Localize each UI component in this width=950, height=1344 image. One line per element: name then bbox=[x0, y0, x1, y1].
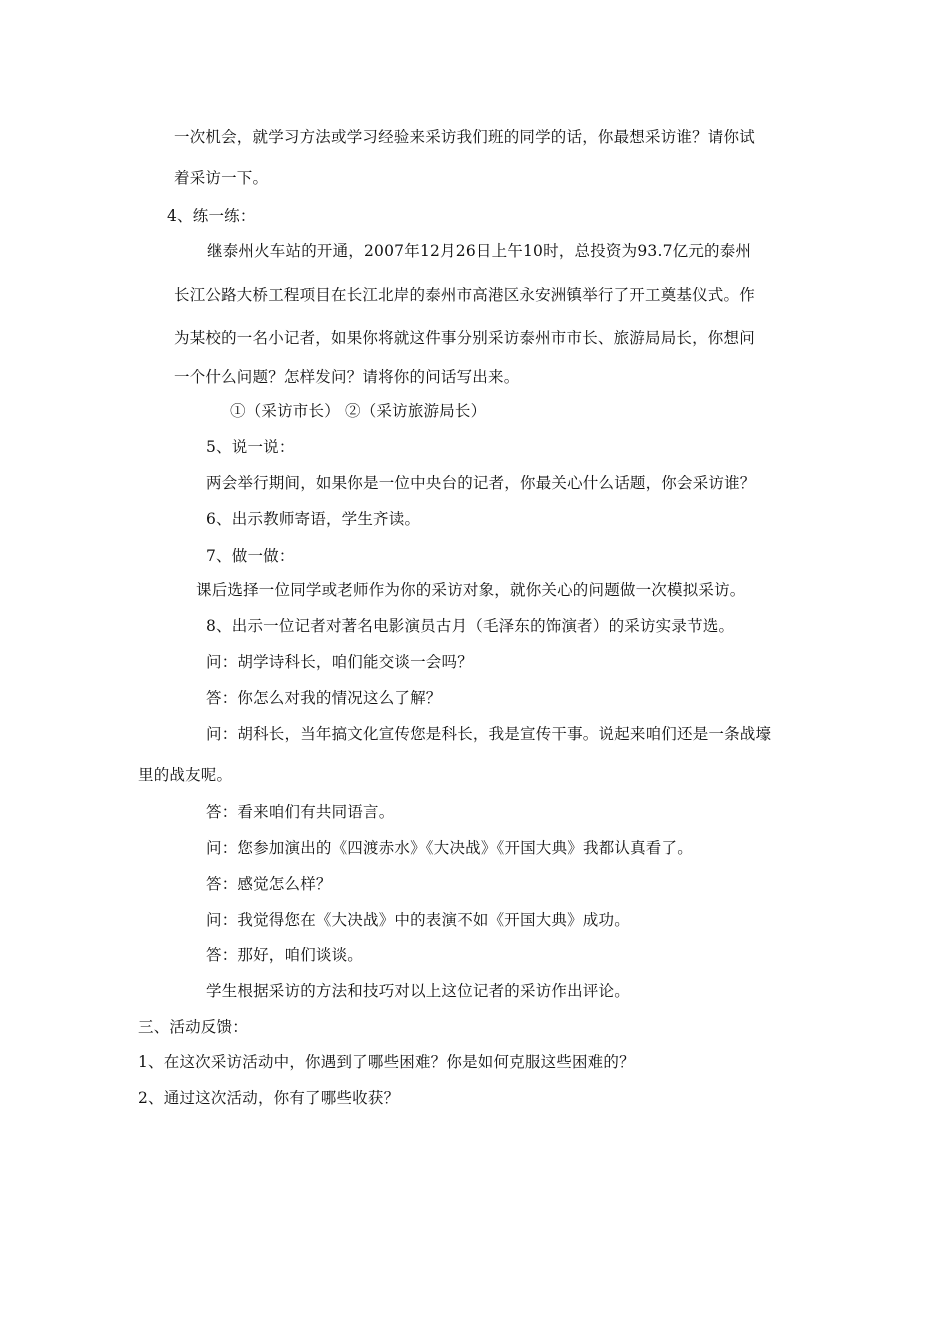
section-heading: 8、出示一位记者对著名电影演员古月（毛泽东的饰演者）的采访实录节选。 bbox=[206, 617, 735, 635]
dialogue-line: 问：胡科长，当年搞文化宣传您是科长，我是宣传干事。说起来咱们还是一条战壕 bbox=[206, 725, 772, 743]
section-heading: 5、说一说： bbox=[206, 438, 295, 456]
dialogue-line: 里的战友呢。 bbox=[138, 766, 233, 784]
paragraph-line: 一个什么问题？怎样发问？请将你的问话写出来。 bbox=[174, 368, 520, 386]
section-heading: 7、做一做： bbox=[206, 547, 295, 565]
section-heading: 6、出示教师寄语，学生齐读。 bbox=[206, 510, 421, 528]
paragraph-line: 一次机会，就学习方法或学习经验来采访我们班的同学的话，你最想采访谁？请你试 bbox=[174, 128, 755, 146]
paragraph-line: 继泰州火车站的开通，2007年12月26日上午10时，总投资为93.7亿元的泰州 bbox=[207, 242, 752, 260]
question-line: 1、在这次采访活动中，你遇到了哪些困难？你是如何克服这些困难的？ bbox=[138, 1053, 635, 1071]
dialogue-line: 答：你怎么对我的情况这么了解？ bbox=[206, 689, 442, 707]
dialogue-line: 答：感觉怎么样？ bbox=[206, 875, 332, 893]
dialogue-line: 答：那好，咱们谈谈。 bbox=[206, 946, 364, 964]
section-heading: 三、活动反馈： bbox=[138, 1018, 248, 1036]
dialogue-line: 答：看来咱们有共同语言。 bbox=[206, 803, 395, 821]
question-line: 2、通过这次活动，你有了哪些收获？ bbox=[138, 1089, 400, 1107]
dialogue-line: 问：胡学诗科长，咱们能交谈一会吗？ bbox=[206, 653, 473, 671]
paragraph-line: 着采访一下。 bbox=[174, 169, 269, 187]
paragraph-line: 两会举行期间，如果你是一位中央台的记者，你最关心什么话题，你会采访谁？ bbox=[206, 474, 756, 492]
paragraph-line: 学生根据采访的方法和技巧对以上这位记者的采访作出评论。 bbox=[206, 982, 630, 1000]
paragraph-line: 为某校的一名小记者，如果你将就这件事分别采访泰州市市长、旅游局局长，你想问 bbox=[174, 329, 755, 347]
paragraph-line: 课后选择一位同学或老师作为你的采访对象，就你关心的问题做一次模拟采访。 bbox=[196, 581, 746, 599]
answer-options: ①（采访市长） ②（采访旅游局长） bbox=[230, 402, 487, 420]
paragraph-line: 长江公路大桥工程项目在长江北岸的泰州市高港区永安洲镇举行了开工奠基仪式。作 bbox=[174, 286, 755, 304]
section-heading: 4、练一练： bbox=[167, 207, 256, 225]
dialogue-line: 问：我觉得您在《大决战》中的表演不如《开国大典》成功。 bbox=[206, 911, 630, 929]
dialogue-line: 问：您参加演出的《四渡赤水》《大决战》《开国大典》我都认真看了。 bbox=[206, 839, 693, 857]
